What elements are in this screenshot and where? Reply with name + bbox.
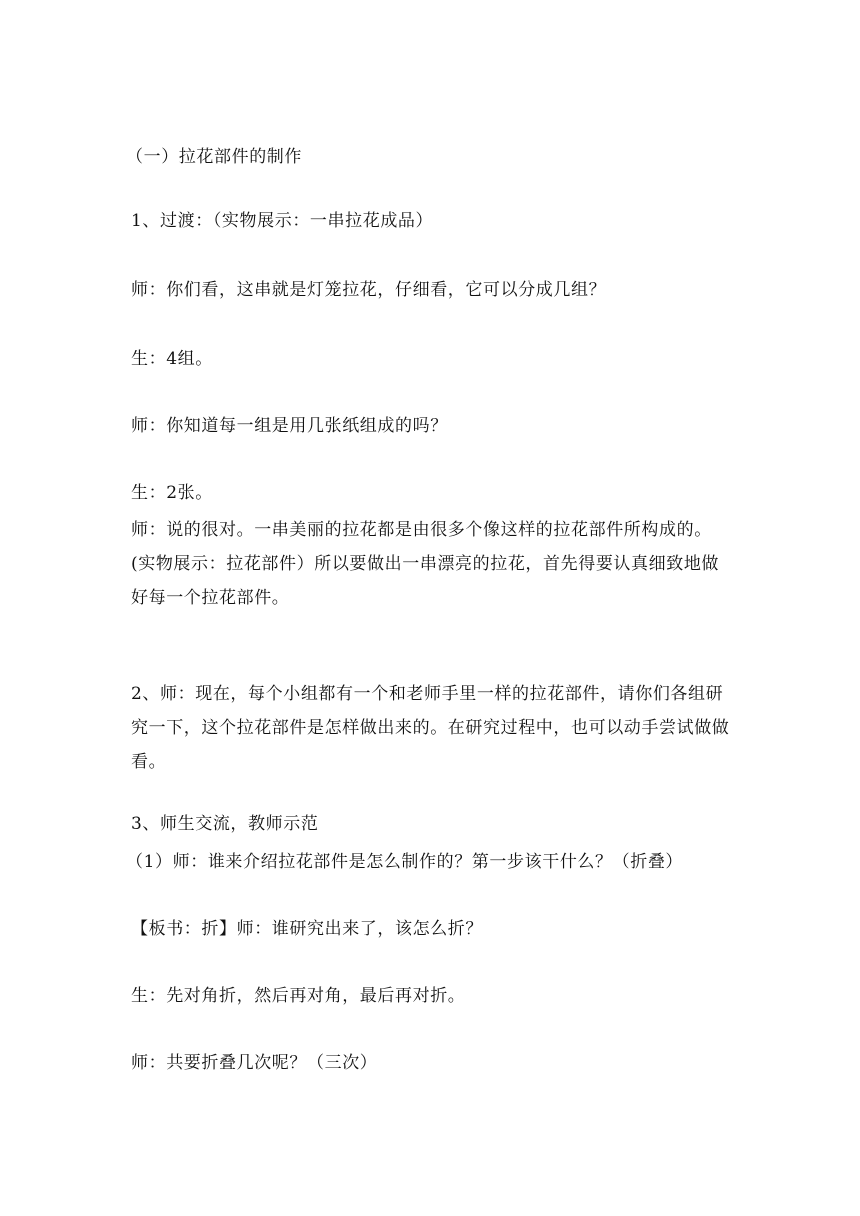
- paragraph-teacher-question-sheets: 师：你知道每一组是用几张纸组成的吗？: [131, 416, 448, 436]
- paragraph-teacher-question-groups: 师：你们看，这串就是灯笼拉花，仔细看，它可以分成几组？: [131, 280, 607, 300]
- paragraph-group-research: 2、师：现在，每个小组都有一个和老师手里一样的拉花部件，请你们各组研究一下，这个拉花部件是怎样做出来的。在研究过程中，也可以动手尝试做做看。: [131, 684, 730, 772]
- paragraph-student-answer-sheets: 生：2张。: [131, 483, 213, 503]
- paragraph-first-step-question: （1）师：谁来介绍拉花部件是怎么制作的？第一步该干什么？（折叠）: [126, 852, 684, 872]
- paragraph-board-fold: 【板书：折】师：谁研究出来了，该怎么折？: [131, 919, 483, 939]
- section-heading: （一）拉花部件的制作: [126, 147, 302, 167]
- paragraph-student-fold-method: 生：先对角折，然后再对角，最后再对折。: [131, 986, 466, 1006]
- paragraph-teacher-explanation: 师：说的很对。一串美丽的拉花都是由很多个像这样的拉花部件所构成的。(实物展示：拉花部件）所以要做出一串漂亮的拉花，首先得要认真细致地做好每一个拉花部件。: [131, 520, 720, 608]
- paragraph-student-answer-groups: 生：4组。: [131, 349, 213, 369]
- paragraph-fold-count-question: 师：共要折叠几次呢？（三次）: [131, 1053, 378, 1073]
- paragraph-exchange-demo: 3、师生交流，教师示范: [131, 814, 319, 834]
- paragraph-transition: 1、过渡：（实物展示：一串拉花成品）: [131, 211, 434, 231]
